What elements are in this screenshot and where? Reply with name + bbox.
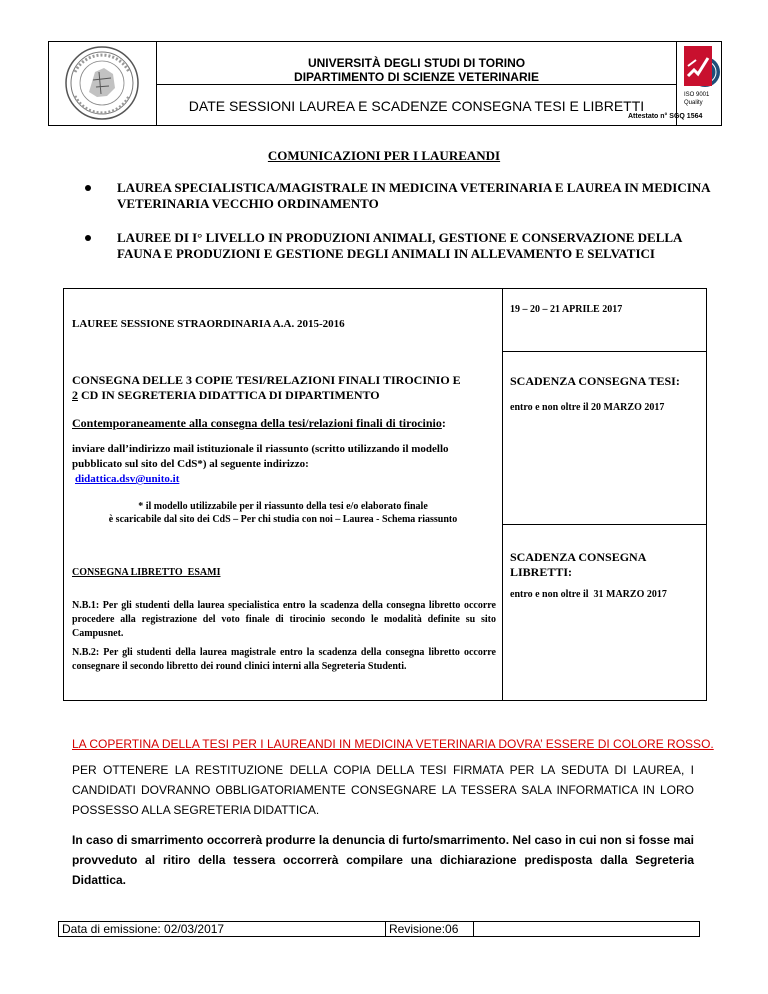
- degree-item-veterinary: LAUREA SPECIALISTICA/MAGISTRALE IN MEDICINA VETERINARIA E LAUREA IN MEDICINA VETERINARIA VECCHIO ORDINAMENTO: [117, 180, 710, 211]
- thesis-deadline-date: entro e non oltre il 20 MARZO 2017: [510, 402, 665, 413]
- thesis-deadline-label: SCADENZA CONSEGNA TESI:: [510, 374, 680, 388]
- simultaneous-note: [72, 416, 446, 431]
- simultaneous-note-text: Contemporaneamente alla consegna della tesi/relazioni finali di tirocinio: [72, 416, 442, 430]
- university-seal-cell: [49, 42, 157, 125]
- thesis-heading-line-1: CONSEGNA DELLE 3 COPIE TESI/RELAZIONI FINALI TIROCINIO E: [72, 373, 461, 387]
- schedule-row-divider: [502, 524, 706, 525]
- template-footnote: [64, 500, 502, 526]
- booklet-deadline-label: [510, 550, 646, 580]
- document-title: DATE SESSIONI LAUREA E SCADENZE CONSEGNA TESI E LIBRETTI: [188, 98, 645, 114]
- thesis-heading-line-2: [72, 388, 497, 403]
- footnote-line-1: * il modello utilizzabile per il riassunto della tesi e/o elaborato finale: [138, 501, 428, 512]
- university-name: UNIVERSITÀ DEGLI STUDI DI TORINO: [307, 56, 526, 70]
- footnote-line-2: è scaricabile dal sito dei CdS – Per chi studia con noi – Laurea - Schema riassunto: [108, 514, 458, 525]
- footer-divider: [385, 922, 386, 936]
- summary-instructions-text: inviare dall’indirizzo mail istituzionale il riassunto (scritto utilizzando il modello pubblicato sul sito del CdS*) al seguente indirizzo:: [72, 443, 449, 470]
- session-dates: 19 – 20 – 21 APRILE 2017: [510, 304, 623, 315]
- thesis-heading-rest: CD IN SEGRETERIA DIDATTICA DI DIPARTIMENTO: [78, 388, 380, 402]
- page-title: COMUNICAZIONI PER I LAUREANDI: [267, 148, 501, 163]
- cert-iso: ISO 9001: [684, 92, 710, 98]
- booklet-deadline-label-line-2: LIBRETTI:: [510, 565, 573, 579]
- revision-number: Revisione:06: [389, 922, 459, 936]
- booklet-heading: CONSEGNA LIBRETTO ESAMI: [72, 567, 221, 578]
- emission-date: Data di emissione: 02/03/2017: [62, 922, 225, 936]
- cert-attestato: Attestato n° SGQ 1564: [628, 113, 703, 120]
- university-seal-icon: [49, 42, 155, 125]
- document-footer: [58, 921, 700, 937]
- card-loss-notice: In caso di smarrimento occorrerà produrre la denuncia di furto/smarrimento. Nel caso in cui non si fosse mai provveduto al ritiro della tessera occorrerà compilare una dichiarazione predisposta dalla Segreteria Didattica.: [72, 833, 694, 887]
- header-title-cell: [157, 42, 677, 125]
- note-nb1: N.B.1: Per gli studenti della laurea specialistica entro la scadenza della consegna libretto occorre procedere alla registrazione del voto finale di tirocinio secondo le modalità definite su sito Campusnet.: [72, 600, 496, 639]
- header-divider: [157, 84, 676, 85]
- thesis-heading-copies: 2: [72, 388, 78, 402]
- red-cover-notice: LA COPERTINA DELLA TESI PER I LAUREANDI IN MEDICINA VETERINARIA DOVRA’ ESSERE DI COLORE ROSSO.: [72, 737, 714, 751]
- schedule-row-divider: [502, 351, 706, 352]
- bullet-marker: [85, 185, 91, 191]
- certified-system-badge-icon: [684, 46, 712, 86]
- document-header: [48, 41, 722, 126]
- bullet-marker: [85, 235, 91, 241]
- department-name: DIPARTIMENTO DI SCIENZE VETERINARIE: [294, 70, 539, 84]
- simultaneous-note-colon: :: [441, 416, 446, 430]
- booklet-deadline-date: entro e non oltre il 31 MARZO 2017: [510, 589, 667, 600]
- thesis-return-notice: PER OTTENERE LA RESTITUZIONE DELLA COPIA DELLA TESI FIRMATA PER LA SEDUTA DI LAUREA, I CANDIDATI DOVRANNO OBBLIGATORIAMENTE CONSEGNARE LA TESSERA SALA INFORMATICA IN LORO POSSESSO ALLA SEGRETERIA DIDATTICA.: [72, 763, 694, 817]
- summary-instructions: [72, 442, 472, 487]
- session-label: LAUREE SESSIONE STRAORDINARIA A.A. 2015-2016: [72, 318, 345, 330]
- degree-item-first-level: LAUREE DI I° LIVELLO IN PRODUZIONI ANIMALI, GESTIONE E CONSERVAZIONE DELLA FAUNA E PRODUZIONI E GESTIONE DEGLI ANIMALI IN ALLEVAMENTO E SELVATICI: [117, 230, 682, 261]
- booklet-deadline-label-line-1: SCADENZA CONSEGNA: [510, 550, 647, 564]
- summary-email-link[interactable]: didattica.dsv@unito.it: [75, 473, 180, 485]
- thesis-heading: [72, 373, 497, 403]
- cert-quality: Quality: [684, 100, 703, 106]
- footer-divider: [473, 922, 474, 936]
- schedule-table: [63, 288, 707, 701]
- note-nb2: N.B.2: Per gli studenti della laurea magistrale entro la scadenza della consegna libretto occorre consegnare il secondo libretto dei round clinici interni alla Segreteria Studenti.: [72, 647, 496, 672]
